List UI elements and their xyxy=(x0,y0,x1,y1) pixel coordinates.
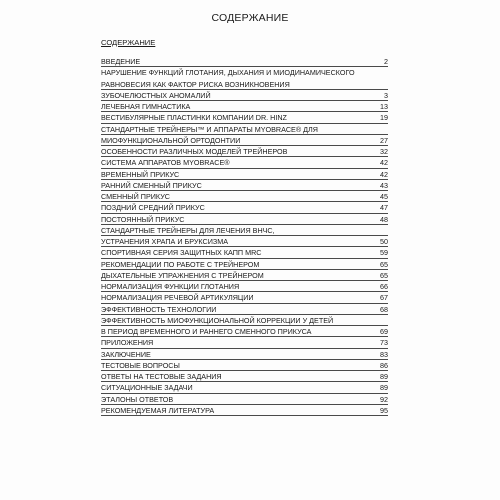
toc-entry-title: ОТВЕТЫ НА ТЕСТОВЫЕ ЗАДАНИЯ xyxy=(101,372,222,381)
toc-entry xyxy=(101,337,388,348)
toc-entry-title: РАННИЙ СМЕННЫЙ ПРИКУС xyxy=(101,180,202,190)
toc-heading: СОДЕРЖАНИЕ xyxy=(101,38,156,47)
toc-entry-page: 45 xyxy=(380,192,388,201)
toc-entry-title: ЛЕЧЕБНАЯ ГИМНАСТИКА xyxy=(101,102,191,111)
toc-entry-title: ВВЕДЕНИЕ xyxy=(101,57,141,66)
toc-entry xyxy=(101,247,388,258)
toc-entry-title: СИСТЕМА АППАРАТОВ MYOBRACE® xyxy=(101,158,230,168)
toc-entry-title: СТАНДАРТНЫЕ ТРЕЙНЕРЫ™ И АППАРАТЫ MYOBRACE® ДЛЯ xyxy=(101,124,318,134)
toc-entry-title: РЕКОМЕНДАЦИИ ПО РАБОТЕ С ТРЕЙНЕРОМ xyxy=(101,259,260,269)
toc-entry-page: 47 xyxy=(380,203,388,213)
toc-entry xyxy=(101,112,388,123)
toc-entry xyxy=(101,349,388,360)
toc-entry-page: 69 xyxy=(380,327,388,336)
toc-entry xyxy=(101,124,388,135)
toc-entry xyxy=(101,67,388,78)
toc-entry-title: НОРМАЛИЗАЦИЯ ФУНКЦИИ ГЛОТАНИЯ xyxy=(101,282,240,291)
toc-entry-page: 43 xyxy=(380,180,388,190)
toc-entry xyxy=(101,146,388,157)
toc-entry xyxy=(101,371,388,382)
toc-entry-page: 67 xyxy=(380,293,388,303)
toc-entry xyxy=(101,382,388,393)
toc-entry xyxy=(101,360,388,371)
toc-entry-page: 65 xyxy=(380,270,388,280)
toc-entry-title: МИОФУНКЦИОНАЛЬНОЙ ОРТОДОНТИИ xyxy=(101,135,241,145)
toc-entry xyxy=(101,326,388,337)
toc-entry-title: ПОСТОЯННЫЙ ПРИКУС xyxy=(101,214,185,224)
toc-entry-title: ПОЗДНИЙ СРЕДНИЙ ПРИКУС xyxy=(101,203,205,213)
toc-entry-title: УСТРАНЕНИЯ ХРАПА И БРУКСИЗМА xyxy=(101,237,228,246)
toc-entry-page: 13 xyxy=(380,102,388,111)
toc-entry-title: ЭТАЛОНЫ ОТВЕТОВ xyxy=(101,394,174,404)
toc-entry-title: ТЕСТОВЫЕ ВОПРОСЫ xyxy=(101,360,180,370)
toc-entry-title: СИТУАЦИОННЫЕ ЗАДАЧИ xyxy=(101,383,193,393)
toc-entry xyxy=(101,315,388,326)
toc-entry xyxy=(101,135,388,146)
toc-entry-title: СТАНДАРТНЫЕ ТРЕЙНЕРЫ ДЛЯ ЛЕЧЕНИЯ ВНЧС, xyxy=(101,225,275,235)
toc-entry xyxy=(101,270,388,281)
toc-entry-title: ПРИЛОЖЕНИЯ xyxy=(101,338,154,348)
toc-entry-page: 59 xyxy=(380,248,388,258)
page-title: СОДЕРЖАНИЕ xyxy=(211,12,289,24)
toc-entry xyxy=(101,191,388,202)
toc-entry xyxy=(101,101,388,112)
toc-entry-page: 86 xyxy=(380,360,388,370)
toc-entry xyxy=(101,79,388,90)
toc-entry-page: 19 xyxy=(380,113,388,123)
toc-entry-title: ОСОБЕННОСТИ РАЗЛИЧНЫХ МОДЕЛЕЙ ТРЕЙНЕРОВ xyxy=(101,147,288,156)
toc-entry xyxy=(101,394,388,405)
toc-entry xyxy=(101,180,388,191)
toc-entry-title: РАВНОВЕСИЯ КАК ФАКТОР РИСКА ВОЗНИКНОВЕНИЯ xyxy=(101,79,290,89)
toc-entry-title: ЭФФЕКТИВНОСТЬ МИОФУНКЦИОНАЛЬНОЙ КОРРЕКЦИИ У ДЕТЕЙ xyxy=(101,315,334,325)
toc-entry-page: 65 xyxy=(380,259,388,269)
toc-entry-page: 66 xyxy=(380,282,388,291)
toc-entry xyxy=(101,304,388,315)
toc-entry-title: ЭФФЕКТИВНОСТЬ ТЕХНОЛОГИИ xyxy=(101,304,217,314)
toc-entry xyxy=(101,90,388,101)
toc-entry-page: 89 xyxy=(380,383,388,393)
toc-entry-page: 68 xyxy=(380,304,388,314)
toc-entry-title: ВЕСТИБУЛЯРНЫЕ ПЛАСТИНКИ КОМПАНИИ DR. HINZ xyxy=(101,113,287,123)
toc-entry-page: 92 xyxy=(380,394,388,404)
toc-entry-page: 42 xyxy=(380,169,388,179)
toc-entry-page: 95 xyxy=(380,405,388,415)
toc-entry xyxy=(101,292,388,303)
toc-entry-title: НАРУШЕНИЕ ФУНКЦИЙ ГЛОТАНИЯ, ДЫХАНИЯ И МИОДИНАМИЧЕСКОГО xyxy=(101,68,355,78)
toc-entry-page: 50 xyxy=(380,237,388,246)
toc-entry-page: 3 xyxy=(384,90,388,100)
toc-entry-page: 27 xyxy=(380,135,388,145)
toc-entry-page: 48 xyxy=(380,214,388,224)
toc-entry xyxy=(101,214,388,225)
toc-entry-page: 89 xyxy=(380,372,388,381)
toc-entry-title: ВРЕМЕННЫЙ ПРИКУС xyxy=(101,169,180,179)
toc-entry-page: 73 xyxy=(380,338,388,348)
toc-entry-title: СМЕННЫЙ ПРИКУС xyxy=(101,192,170,201)
toc-entry-page: 32 xyxy=(380,147,388,156)
toc-entry-title: РЕКОМЕНДУЕМАЯ ЛИТЕРАТУРА xyxy=(101,405,215,415)
toc-entry-page: 2 xyxy=(384,57,388,66)
toc-entry-page: 42 xyxy=(380,158,388,168)
toc-entry-title: ЗАКЛЮЧЕНИЕ xyxy=(101,349,151,359)
toc-entry xyxy=(101,236,388,247)
toc-entry xyxy=(101,202,388,213)
toc-entry xyxy=(101,259,388,270)
toc-entry-title: ЗУБОЧЕЛЮСТНЫХ АНОМАЛИЙ xyxy=(101,90,211,100)
table-of-contents xyxy=(101,56,388,416)
toc-entry xyxy=(101,157,388,168)
toc-entry-title: В ПЕРИОД ВРЕМЕННОГО И РАННЕГО СМЕННОГО ПРИКУСА xyxy=(101,327,312,336)
toc-entry xyxy=(101,225,388,236)
toc-entry xyxy=(101,56,388,67)
toc-entry-title: НОРМАЛИЗАЦИЯ РЕЧЕВОЙ АРТИКУЛЯЦИИ xyxy=(101,293,254,303)
toc-entry xyxy=(101,281,388,292)
toc-entry xyxy=(101,169,388,180)
toc-entry xyxy=(101,405,388,416)
toc-entry-page: 83 xyxy=(380,349,388,359)
toc-entry-title: СПОРТИВНАЯ СЕРИЯ ЗАЩИТНЫХ КАПП MRC xyxy=(101,248,262,258)
toc-entry-title: ДЫХАТЕЛЬНЫЕ УПРАЖНЕНИЯ С ТРЕЙНЕРОМ xyxy=(101,270,264,280)
